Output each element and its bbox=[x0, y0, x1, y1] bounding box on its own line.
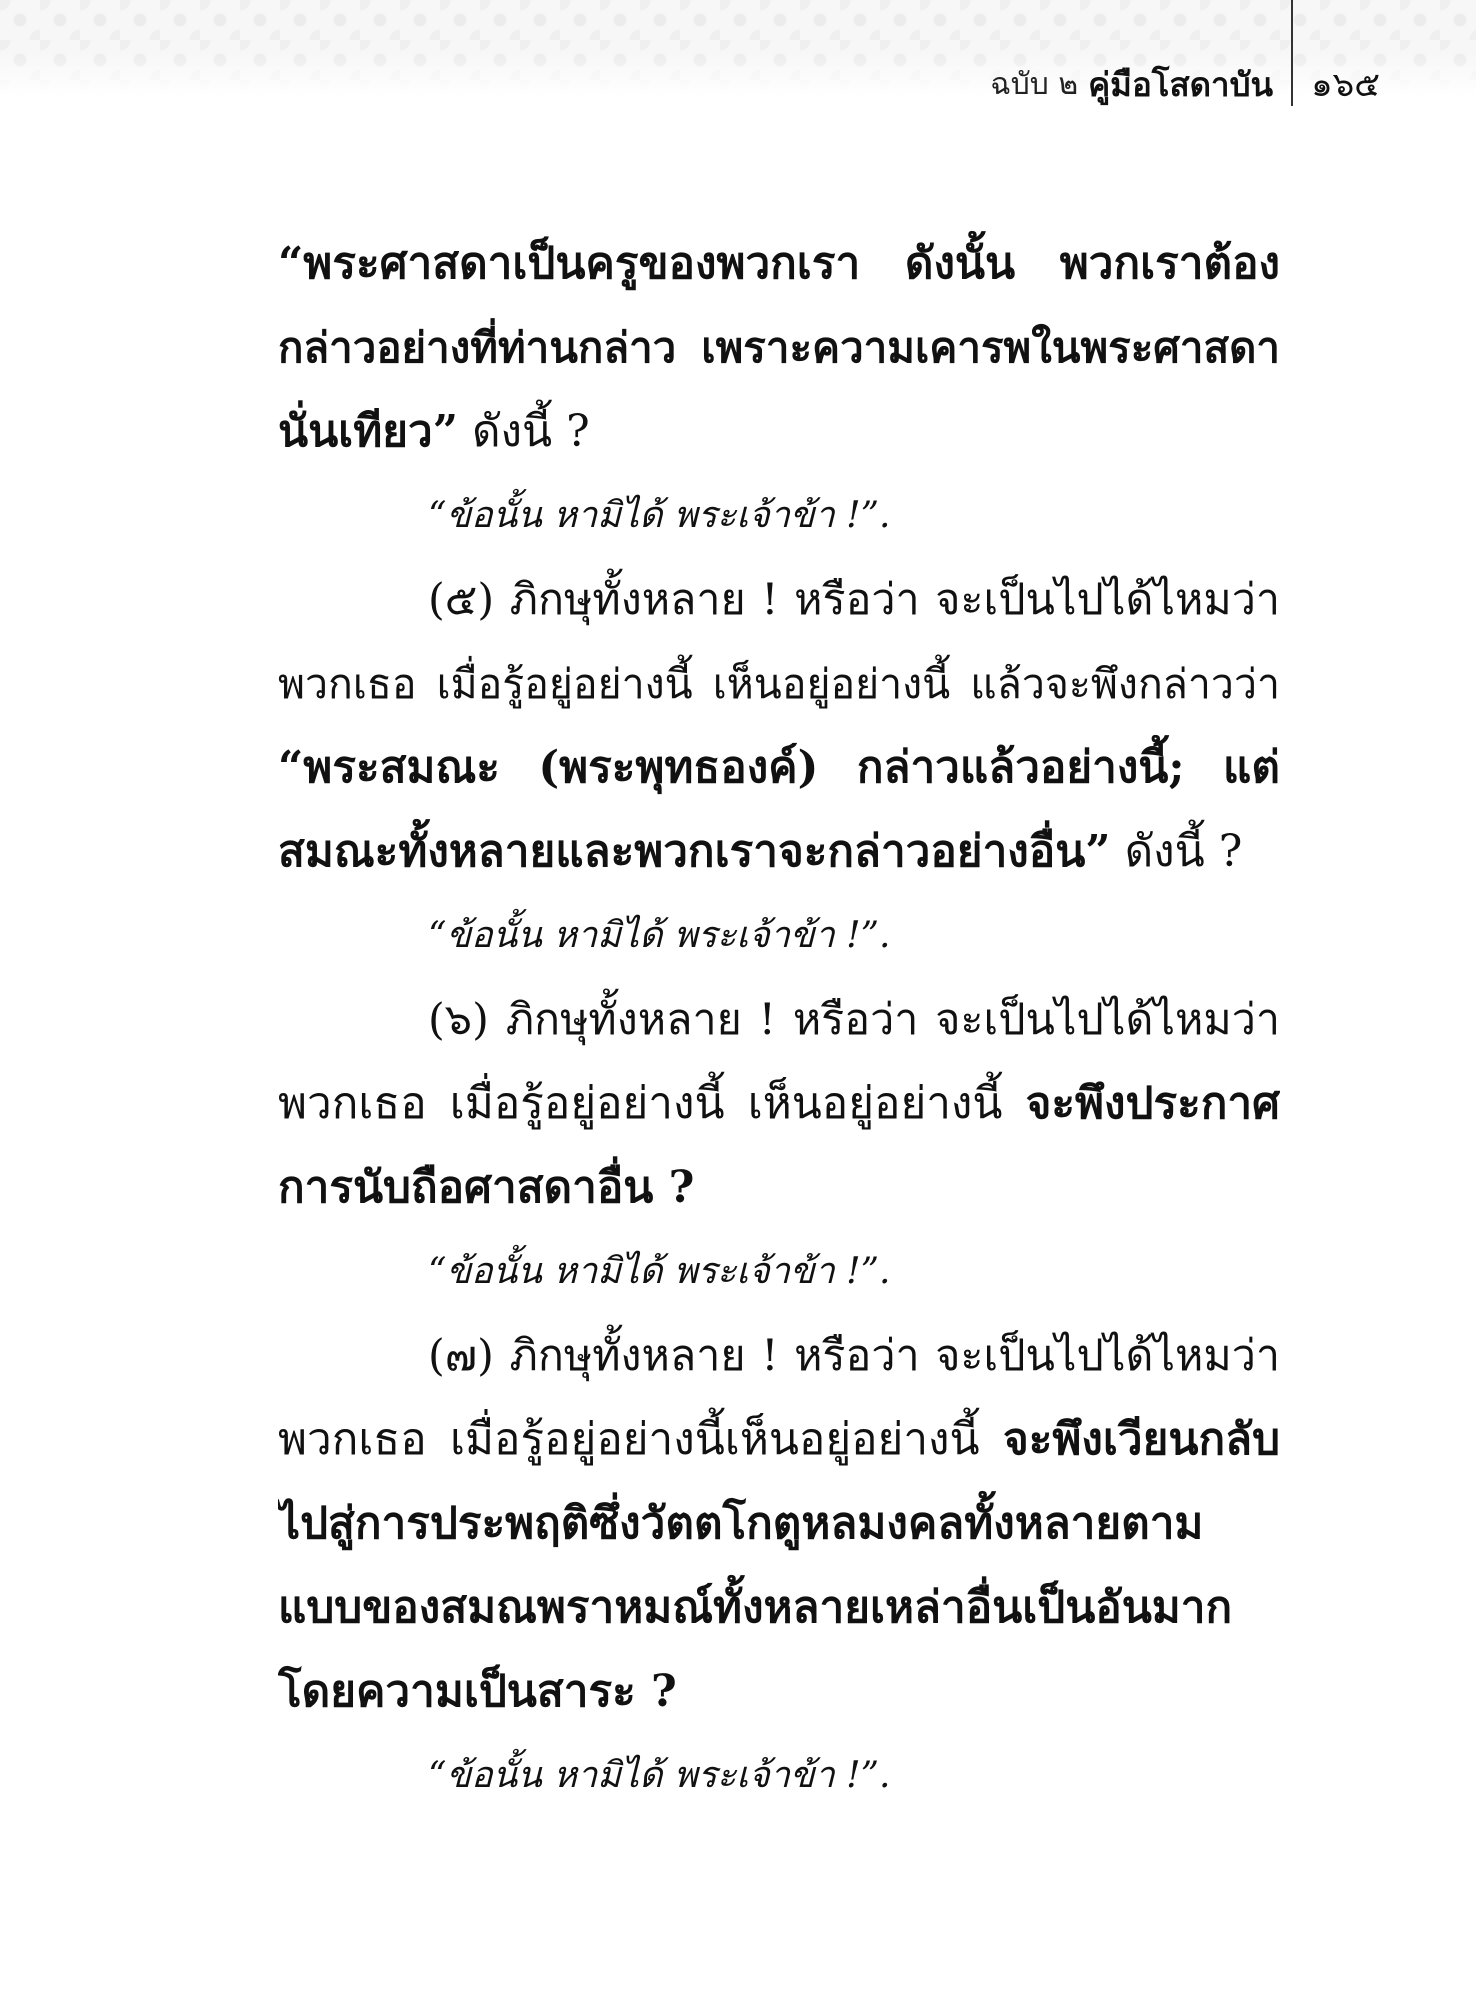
paragraph-7 bbox=[278, 1314, 1280, 1734]
text-line: ไปสู่การประพฤติซึ่งวัตตโกตูหลมงคลทั้งหลายตาม bbox=[278, 1498, 1204, 1549]
text-line bbox=[278, 810, 1280, 894]
text-line: โดยความเป็นสาระ ? bbox=[278, 1666, 677, 1717]
text-line: แบบของสมณพราหมณ์ทั้งหลายเหล่าอื่นเป็นอันมาก bbox=[278, 1582, 1233, 1633]
paragraph-6 bbox=[278, 978, 1280, 1230]
text-line: “พระสมณะ (พระพุทธองค์) กล่าวแล้วอย่างนี้; แต่ bbox=[278, 742, 1280, 793]
running-header bbox=[990, 62, 1380, 106]
header-book-title: คู่มือโสดาบัน bbox=[1088, 64, 1274, 104]
text-line bbox=[278, 1062, 1280, 1146]
reply-line: “ข้อนั้น หามิได้ พระเจ้าข้า !”. bbox=[428, 495, 891, 536]
paragraph-5 bbox=[278, 558, 1280, 894]
bold-span: สมณะทั้งหลายและพวกเราจะกล่าวอย่างอื่น” bbox=[278, 826, 1111, 877]
reply-line: “ข้อนั้น หามิได้ พระเจ้าข้า !”. bbox=[428, 1251, 891, 1292]
text-line: การนับถือศาสดาอื่น ? bbox=[278, 1162, 695, 1213]
header-divider bbox=[1291, 0, 1293, 106]
bold-span: นั่นเทียว” bbox=[278, 406, 458, 457]
text-line: “พระศาสดาเป็นครูของพวกเรา ดังนั้น พวกเราต้อง bbox=[278, 238, 1280, 289]
paragraph-4 bbox=[278, 222, 1280, 474]
page-body bbox=[278, 222, 1280, 1818]
normal-span: ดังนี้ ? bbox=[1110, 826, 1243, 877]
text-line: กล่าวอย่างที่ท่านกล่าว เพราะความเคารพในพระศาสดา bbox=[278, 323, 1280, 372]
text-line: (๖) ภิกษุทั้งหลาย ! หรือว่า จะเป็นไปได้ไหมว่า bbox=[428, 995, 1280, 1045]
text-line bbox=[278, 1398, 1280, 1482]
text-line: พวกเธอ เมื่อรู้อยู่อย่างนี้ เห็นอยู่อย่างนี้ แล้วจะพึงกล่าวว่า bbox=[278, 660, 1280, 708]
normal-span: พวกเธอ เมื่อรู้อยู่อย่างนี้เห็นอยู่อย่างนี้ bbox=[278, 1414, 1003, 1465]
header-edition: ฉบับ ๒ bbox=[990, 66, 1079, 102]
text-line bbox=[278, 390, 1280, 474]
normal-span: พวกเธอ เมื่อรู้อยู่อย่างนี้ เห็นอยู่อย่างนี้ bbox=[278, 1078, 1026, 1129]
text-line: (๕) ภิกษุทั้งหลาย ! หรือว่า จะเป็นไปได้ไหมว่า bbox=[428, 575, 1280, 625]
reply-line: “ข้อนั้น หามิได้ พระเจ้าข้า !”. bbox=[428, 915, 891, 956]
normal-span: ดังนี้ ? bbox=[458, 406, 590, 457]
reply-line: “ข้อนั้น หามิได้ พระเจ้าข้า !”. bbox=[428, 1755, 891, 1796]
text-line: (๗) ภิกษุทั้งหลาย ! หรือว่า จะเป็นไปได้ไหมว่า bbox=[428, 1331, 1280, 1381]
bold-span: จะพึงเวียนกลับ bbox=[1002, 1414, 1280, 1465]
bold-span: จะพึงประกาศ bbox=[1025, 1078, 1280, 1129]
page-number: ๑๖๕ bbox=[1311, 65, 1380, 105]
